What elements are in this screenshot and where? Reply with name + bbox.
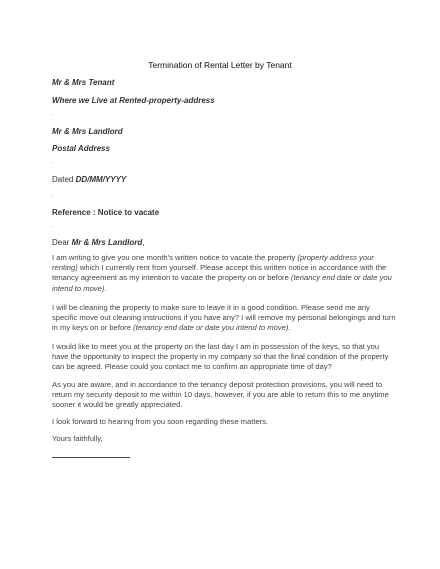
text-run: . (288, 323, 291, 333)
salutation-suffix: , (142, 238, 145, 247)
text-run-italic: (tenancy end date or date you intend to move) (133, 323, 289, 333)
spacer-dot: . (52, 191, 54, 198)
signature-line (52, 457, 130, 458)
dated-line (52, 175, 126, 184)
text-run: I will be cleaning the property to make sure to leave it in a good condition. Please send me any specific move out cleaning instructions if you have any? I will remove my personal belongings and turn in my keys on or before (52, 303, 396, 333)
text-run: which I currently rent from yourself. Please accept this written notice in accordance with the tenancy agreement as my intention to vacate the property on or before (52, 263, 387, 283)
salutation-prefix: Dear (52, 238, 72, 247)
salutation-name: Mr & Mrs Landlord (71, 238, 143, 247)
dated-value: DD/MM/YYYY (75, 175, 127, 184)
paragraph-closing-remark: I look forward to hearing from you soon regarding these matters. (52, 417, 269, 426)
letter-title: Termination of Rental Letter by Tenant (148, 60, 292, 70)
salutation (52, 238, 144, 247)
landlord-address: Postal Address (52, 144, 110, 153)
spacer-dot: . (52, 158, 54, 165)
closing-signoff: Yours faithfully, (52, 434, 103, 443)
text-run-italic: (tenancy end date or date you intend to move) (52, 273, 392, 293)
reference-label: Reference : (52, 208, 98, 217)
paragraph-notice (52, 253, 397, 294)
text-run-italic: (property address your renting) (52, 253, 374, 273)
paragraph-inspection: I would like to meet you at the property on the last day I am in possession of the keys, so that you have the opportunity to inspect the property in my company so that the final condition of the property can be agreed. Please could you contact me to confirm an appropriate time of day? (52, 342, 389, 372)
tenant-name: Mr & Mrs Tenant (52, 78, 115, 87)
tenant-address: Where we Live at Rented-property-address (52, 96, 215, 105)
landlord-name: Mr & Mrs Landlord (52, 127, 123, 136)
text-run: I am writing to give you one month's written notice to vacate the property (52, 253, 298, 262)
paragraph-deposit: As you are aware, and in accordance to the tenancy deposit protection provisions, you will need to return my security deposit to me within 10 days, however, if you are able to return this to me anytime sooner it would be greatly appreciated. (52, 380, 389, 410)
text-run: . (104, 283, 107, 293)
paragraph-cleaning (52, 303, 397, 334)
reference-value: Notice to vacate (97, 208, 160, 217)
spacer-dot: . (52, 222, 54, 229)
reference-line (52, 208, 159, 217)
spacer-dot: . (52, 110, 54, 117)
dated-label: Dated (52, 175, 76, 184)
